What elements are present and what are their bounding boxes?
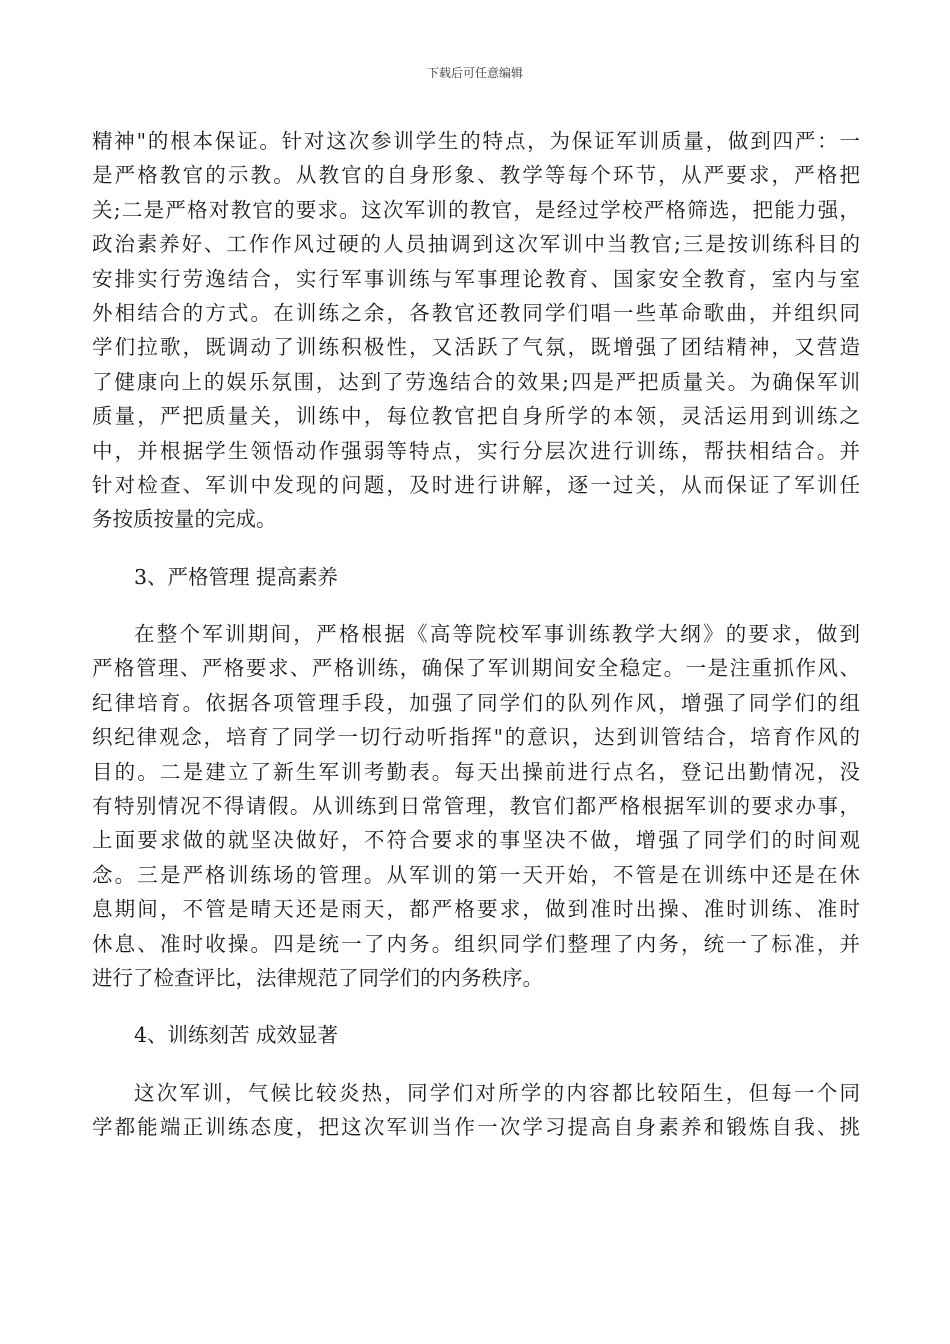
- text-line: 这次军训，气候比较炎热，同学们对所学的内容都比较陌生，但每一个同: [134, 1080, 860, 1105]
- text-line: 外相结合的方式。在训练之余，各教官还教同学们唱一些革命歌曲，并组织同: [92, 300, 860, 325]
- text-line: 有特别情况不得请假。从训练到日常管理，教官们都严格根据军训的要求办事，: [92, 794, 860, 819]
- text-line: 进行了检查评比，法律规范了同学们的内务秩序。: [92, 965, 543, 990]
- text-line: 学们拉歌，既调动了训练积极性，又活跃了气氛，既增强了团结精神，又营造: [92, 335, 860, 360]
- text-line: 务按质按量的完成。: [92, 507, 277, 532]
- text-line: 织纪律观念，培育了同学一切行动听指挥"的意识，达到训管结合，培育作风的: [92, 725, 860, 750]
- text-line: 政治素养好、工作作风过硬的人员抽调到这次军训中当教官;三是按训练科目的: [92, 232, 860, 257]
- text-line: 严格管理、严格要求、严格训练，确保了军训期间安全稳定。一是注重抓作风、: [92, 656, 860, 681]
- text-line: 质量，严把质量关，训练中，每位教官把自身所学的本领，灵活运用到训练之: [92, 404, 860, 429]
- text-line: 休息、准时收操。四是统一了内务。组织同学们整理了内务，统一了标准，并: [92, 931, 860, 956]
- text-line: 在整个军训期间，严格根据《高等院校军事训练教学大纲》的要求，做到: [134, 622, 860, 647]
- text-line: 息期间，不管是晴天还是雨天，都严格要求，做到准时出操、准时训练、准时: [92, 897, 860, 922]
- text-line: 针对检查、军训中发现的问题，及时进行讲解，逐一过关，从而保证了军训任: [92, 472, 860, 497]
- section-heading-3: 3、严格管理 提高素养: [134, 564, 339, 589]
- paragraph-hard-training: [92, 1076, 860, 1145]
- text-line: 了健康向上的娱乐氛围，达到了劳逸结合的效果;四是严把质量关。为确保军训: [92, 369, 860, 394]
- text-line: 关;二是严格对教官的要求。这次军训的教官，是经过学校严格筛选，把能力强，: [92, 197, 860, 222]
- text-line: 目的。二是建立了新生军训考勤表。每天出操前进行点名，登记出勤情况，没: [92, 759, 860, 784]
- text-line: 中，并根据学生领悟动作强弱等特点，实行分层次进行训练，帮扶相结合。并: [92, 438, 860, 463]
- text-line: 上面要求做的就坚决做好，不符合要求的事坚决不做，增强了同学们的时间观: [92, 828, 860, 853]
- section-heading-4: 4、训练刻苦 成效显著: [134, 1023, 339, 1048]
- text-line: 学都能端正训练态度，把这次军训当作一次学习提高自身素养和锻炼自我、挑: [92, 1115, 860, 1140]
- page-header-note: 下载后可任意编辑: [426, 66, 523, 80]
- text-line: 安排实行劳逸结合，实行军事训练与军事理论教育、国家安全教育，室内与室: [92, 266, 860, 291]
- paragraph-strict-teaching: [92, 124, 860, 537]
- text-line: 纪律培育。依据各项管理手段，加强了同学们的队列作风，增强了同学们的组: [92, 690, 860, 715]
- text-line: 是严格教官的示教。从教官的自身形象、教学等每个环节，从严要求，严格把: [92, 163, 860, 188]
- text-line: 念。三是严格训练场的管理。从军训的第一天开始，不管是在训练中还是在休: [92, 862, 860, 887]
- text-line: 精神"的根本保证。针对这次参训学生的特点，为保证军训质量，做到四严：一: [92, 129, 860, 153]
- paragraph-strict-management: [92, 617, 860, 995]
- document-body: [92, 124, 860, 1145]
